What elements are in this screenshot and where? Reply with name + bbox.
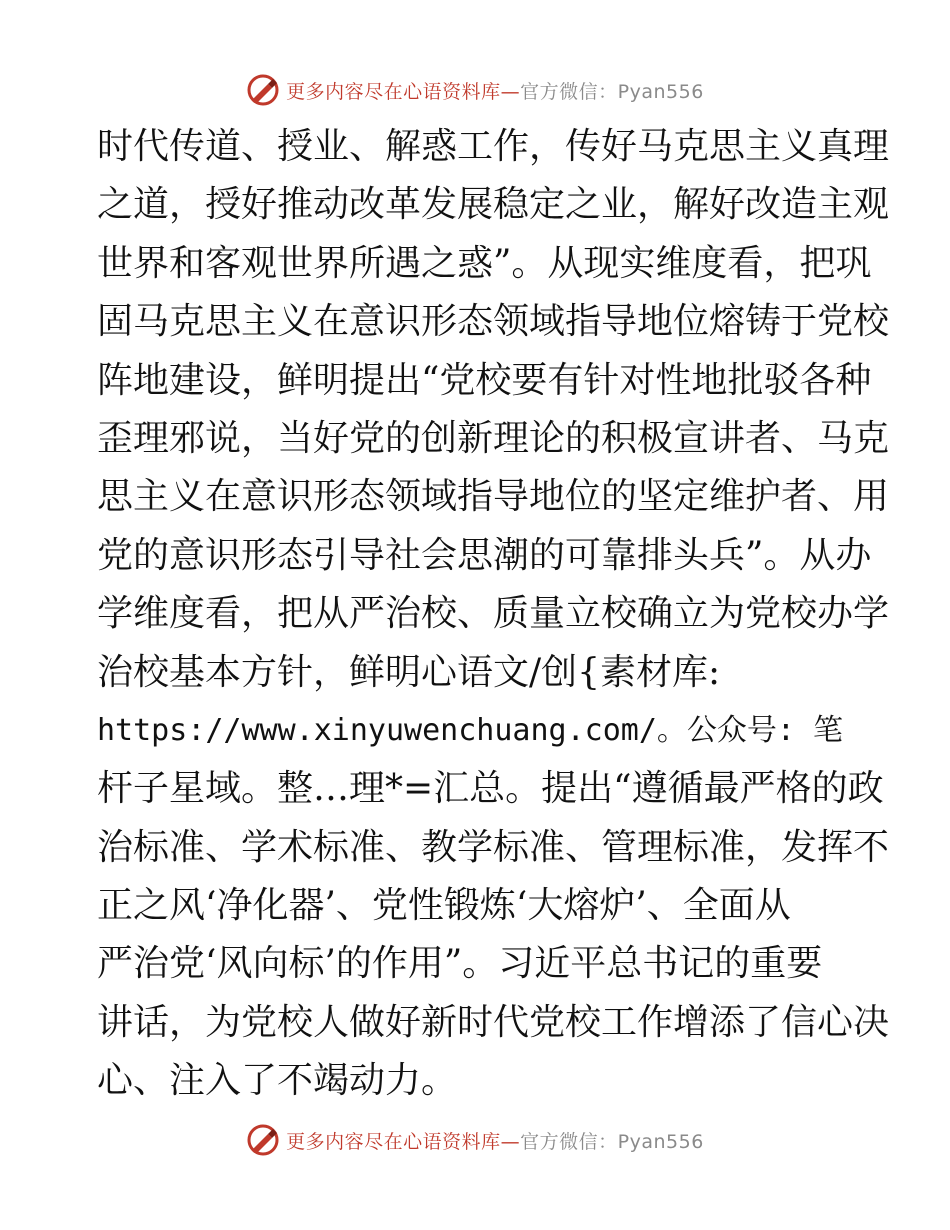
footer-banner (0, 1120, 950, 1160)
banner-text (286, 1127, 704, 1154)
body-line-url: https://www.xinyuwenchuang.com/。公众号: 笔 (97, 712, 844, 748)
body-line: 心、注入了不竭动力。 (97, 1060, 458, 1102)
body-line: 固马克思主义在意识形态领域指导地位熔铸于党校 (97, 301, 890, 343)
body-line: 阵地建设，鲜明提出“党校要有针对性地批驳各种 (97, 359, 872, 401)
banner-dash: — (500, 80, 521, 103)
body-line: 杆子星域。整…理*=汇总。提出“遵循最严格的政 (97, 768, 884, 810)
body-line: 歪理邪说，当好党的创新理论的积极宣讲者、马克 (97, 417, 890, 459)
body-line: 世界和客观世界所遇之惑”。从现实维度看，把巩 (97, 242, 872, 284)
banner-brand-text: 更多内容尽在心语资料库 (286, 80, 501, 103)
body-line: 严治党‘风向标’的作用”。习近平总书记的重要 (97, 943, 823, 985)
body-line: 学维度看，把从严治校、质量立校确立为党校办学 (97, 593, 890, 635)
body-line: 讲话，为党校人做好新时代党校工作增添了信心决 (97, 1001, 890, 1043)
body-line: 治标准、学术标准、教学标准、管理标准，发挥不 (97, 826, 890, 868)
body-line: 正之风‘净化器’、党性锻炼‘大熔炉’、全面从 (97, 885, 791, 927)
body-line: 之道，授好推动改革发展稳定之业，解好改造主观 (97, 184, 890, 226)
document-body (97, 118, 890, 1111)
header-banner (0, 70, 950, 110)
pen-logo-icon (246, 1123, 280, 1157)
body-line: 治校基本方针，鲜明心语文/创{素材库: (97, 651, 721, 693)
banner-wechat-text: 官方微信：Pyan556 (520, 80, 704, 103)
body-line: 思主义在意识形态领域指导地位的坚定维护者、用 (97, 476, 890, 518)
pen-logo-icon (246, 73, 280, 107)
body-line: 党的意识形态引导社会思潮的可靠排头兵”。从办 (97, 534, 872, 576)
body-line: 时代传道、授业、解惑工作，传好马克思主义真理 (97, 126, 890, 167)
banner-text (286, 77, 704, 104)
banner-brand-text: 更多内容尽在心语资料库 (286, 1130, 501, 1153)
banner-wechat-text: 官方微信：Pyan556 (520, 1130, 704, 1153)
banner-dash: — (500, 1130, 521, 1153)
